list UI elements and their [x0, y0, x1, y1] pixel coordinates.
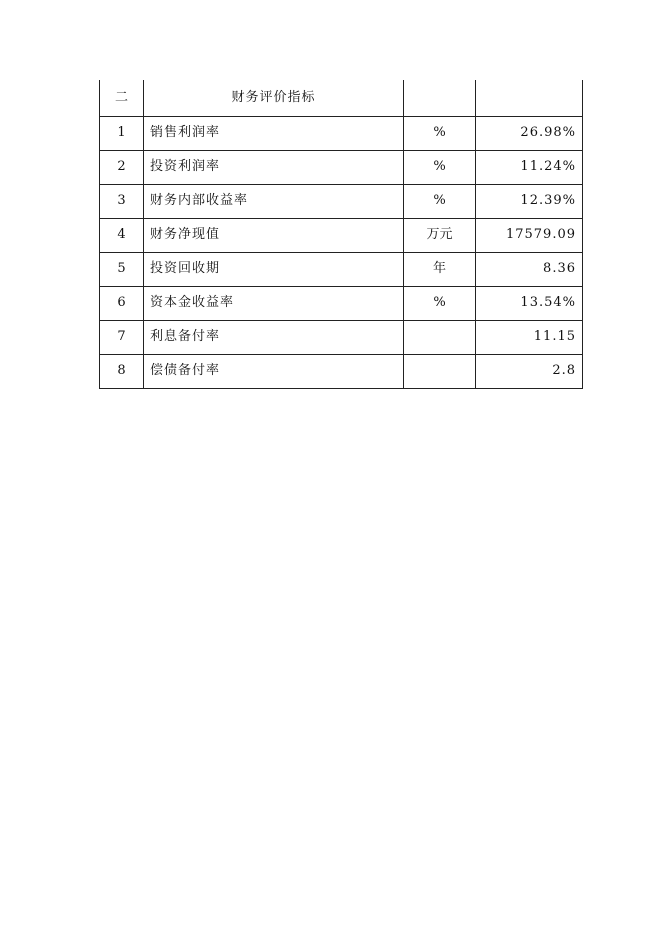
table-row — [100, 116, 583, 150]
indicator-value: 2.8 — [476, 354, 583, 388]
section-title: 财务评价指标 — [144, 80, 404, 116]
indicator-name: 资本金收益率 — [144, 286, 404, 320]
section-header-row — [100, 80, 583, 116]
table-row — [100, 150, 583, 184]
indicator-unit — [404, 320, 476, 354]
indicator-name: 销售利润率 — [144, 116, 404, 150]
indicator-name: 财务内部收益率 — [144, 184, 404, 218]
financial-indicators-table — [99, 80, 583, 389]
table-row — [100, 252, 583, 286]
indicator-value: 11.15 — [476, 320, 583, 354]
table-row — [100, 320, 583, 354]
table-row — [100, 184, 583, 218]
indicator-unit — [404, 354, 476, 388]
indicator-name: 投资利润率 — [144, 150, 404, 184]
indicator-value: 26.98% — [476, 116, 583, 150]
indicator-name: 财务净现值 — [144, 218, 404, 252]
section-number: 二 — [100, 80, 144, 116]
row-number: 2 — [100, 150, 144, 184]
indicator-unit: 万元 — [404, 218, 476, 252]
table-row — [100, 218, 583, 252]
indicator-unit: % — [404, 150, 476, 184]
indicator-unit: % — [404, 184, 476, 218]
indicator-unit: % — [404, 286, 476, 320]
indicator-value: 12.39% — [476, 184, 583, 218]
row-number: 1 — [100, 116, 144, 150]
indicator-value: 17579.09 — [476, 218, 583, 252]
indicator-unit: 年 — [404, 252, 476, 286]
indicator-name: 利息备付率 — [144, 320, 404, 354]
row-number: 7 — [100, 320, 144, 354]
row-number: 6 — [100, 286, 144, 320]
row-number: 3 — [100, 184, 144, 218]
indicator-name: 投资回收期 — [144, 252, 404, 286]
indicator-value: 8.36 — [476, 252, 583, 286]
indicator-value: 13.54% — [476, 286, 583, 320]
table-row — [100, 286, 583, 320]
row-number: 5 — [100, 252, 144, 286]
indicator-name: 偿债备付率 — [144, 354, 404, 388]
indicator-value: 11.24% — [476, 150, 583, 184]
row-number: 4 — [100, 218, 144, 252]
section-value-cell — [476, 80, 583, 116]
table-row — [100, 354, 583, 388]
row-number: 8 — [100, 354, 144, 388]
section-unit-cell — [404, 80, 476, 116]
indicator-unit: % — [404, 116, 476, 150]
